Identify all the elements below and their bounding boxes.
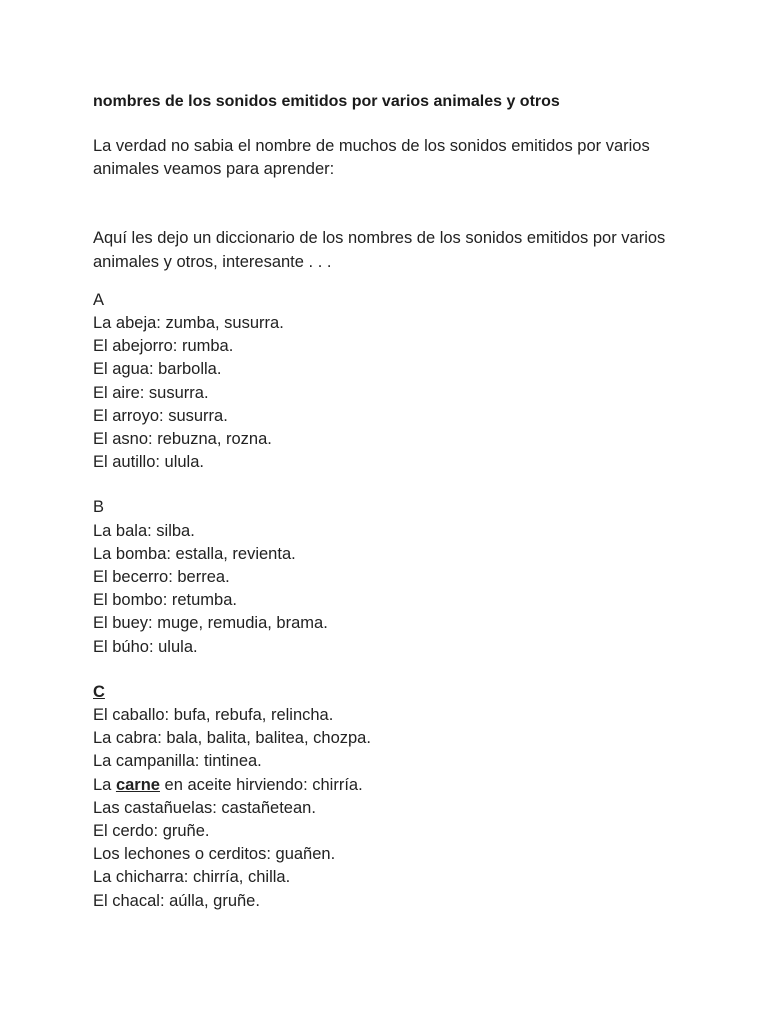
entry: El buey: muge, remudia, brama. bbox=[93, 614, 328, 633]
entry: El autillo: ulula. bbox=[93, 453, 204, 472]
entry-text-pre: La bbox=[93, 775, 116, 794]
entry-text-post: en aceite hirviendo: chirría. bbox=[159, 775, 363, 794]
section-b bbox=[93, 496, 693, 658]
entry: El caballo: bufa, rebufa, relincha. bbox=[93, 706, 334, 725]
document-page bbox=[93, 90, 693, 913]
entry: El arroyo: susurra. bbox=[93, 406, 228, 425]
section-a bbox=[93, 289, 693, 475]
entry: La campanilla: tintinea. bbox=[93, 752, 262, 771]
entry: La bomba: estalla, revienta. bbox=[93, 544, 296, 563]
entry: El abejorro: rumba. bbox=[93, 337, 234, 356]
entry: El bombo: retumba. bbox=[93, 591, 237, 610]
entry: El cerdo: gruñe. bbox=[93, 822, 210, 841]
section-letter-c-link[interactable]: C bbox=[93, 682, 105, 701]
section-letter-a: A bbox=[93, 290, 105, 309]
entry: Las castañuelas: castañetean. bbox=[93, 798, 316, 817]
entry: El búho: ulula. bbox=[93, 637, 198, 656]
entry: El asno: rebuzna, rozna. bbox=[93, 430, 272, 449]
intro-paragraph-2: Aquí les dejo un diccionario de los nombres de los sonidos emitidos por varios animales y otros, interesante . . . bbox=[93, 229, 666, 271]
section-letter-b: B bbox=[93, 498, 105, 517]
carne-link[interactable]: carne bbox=[115, 775, 160, 794]
entry: La chicharra: chirría, chilla. bbox=[93, 868, 291, 887]
entry: El agua: barbolla. bbox=[93, 360, 222, 379]
intro-paragraph-1: La verdad no sabia el nombre de muchos de los sonidos emitidos por varios animales veamos para aprender: bbox=[93, 137, 650, 179]
entry: El aire: susurra. bbox=[93, 383, 209, 402]
entry: La bala: silba. bbox=[93, 521, 195, 540]
entry: La cabra: bala, balita, balitea, chozpa. bbox=[93, 729, 371, 748]
entry: La abeja: zumba, susurra. bbox=[93, 314, 284, 333]
document-title: nombres de los sonidos emitidos por varios animales y otros bbox=[93, 93, 560, 110]
entry: Los lechones o cerditos: guañen. bbox=[93, 845, 336, 864]
entry: El chacal: aúlla, gruñe. bbox=[93, 891, 260, 910]
entry-with-link bbox=[93, 774, 693, 797]
entry: El becerro: berrea. bbox=[93, 568, 230, 587]
section-c bbox=[93, 681, 693, 913]
